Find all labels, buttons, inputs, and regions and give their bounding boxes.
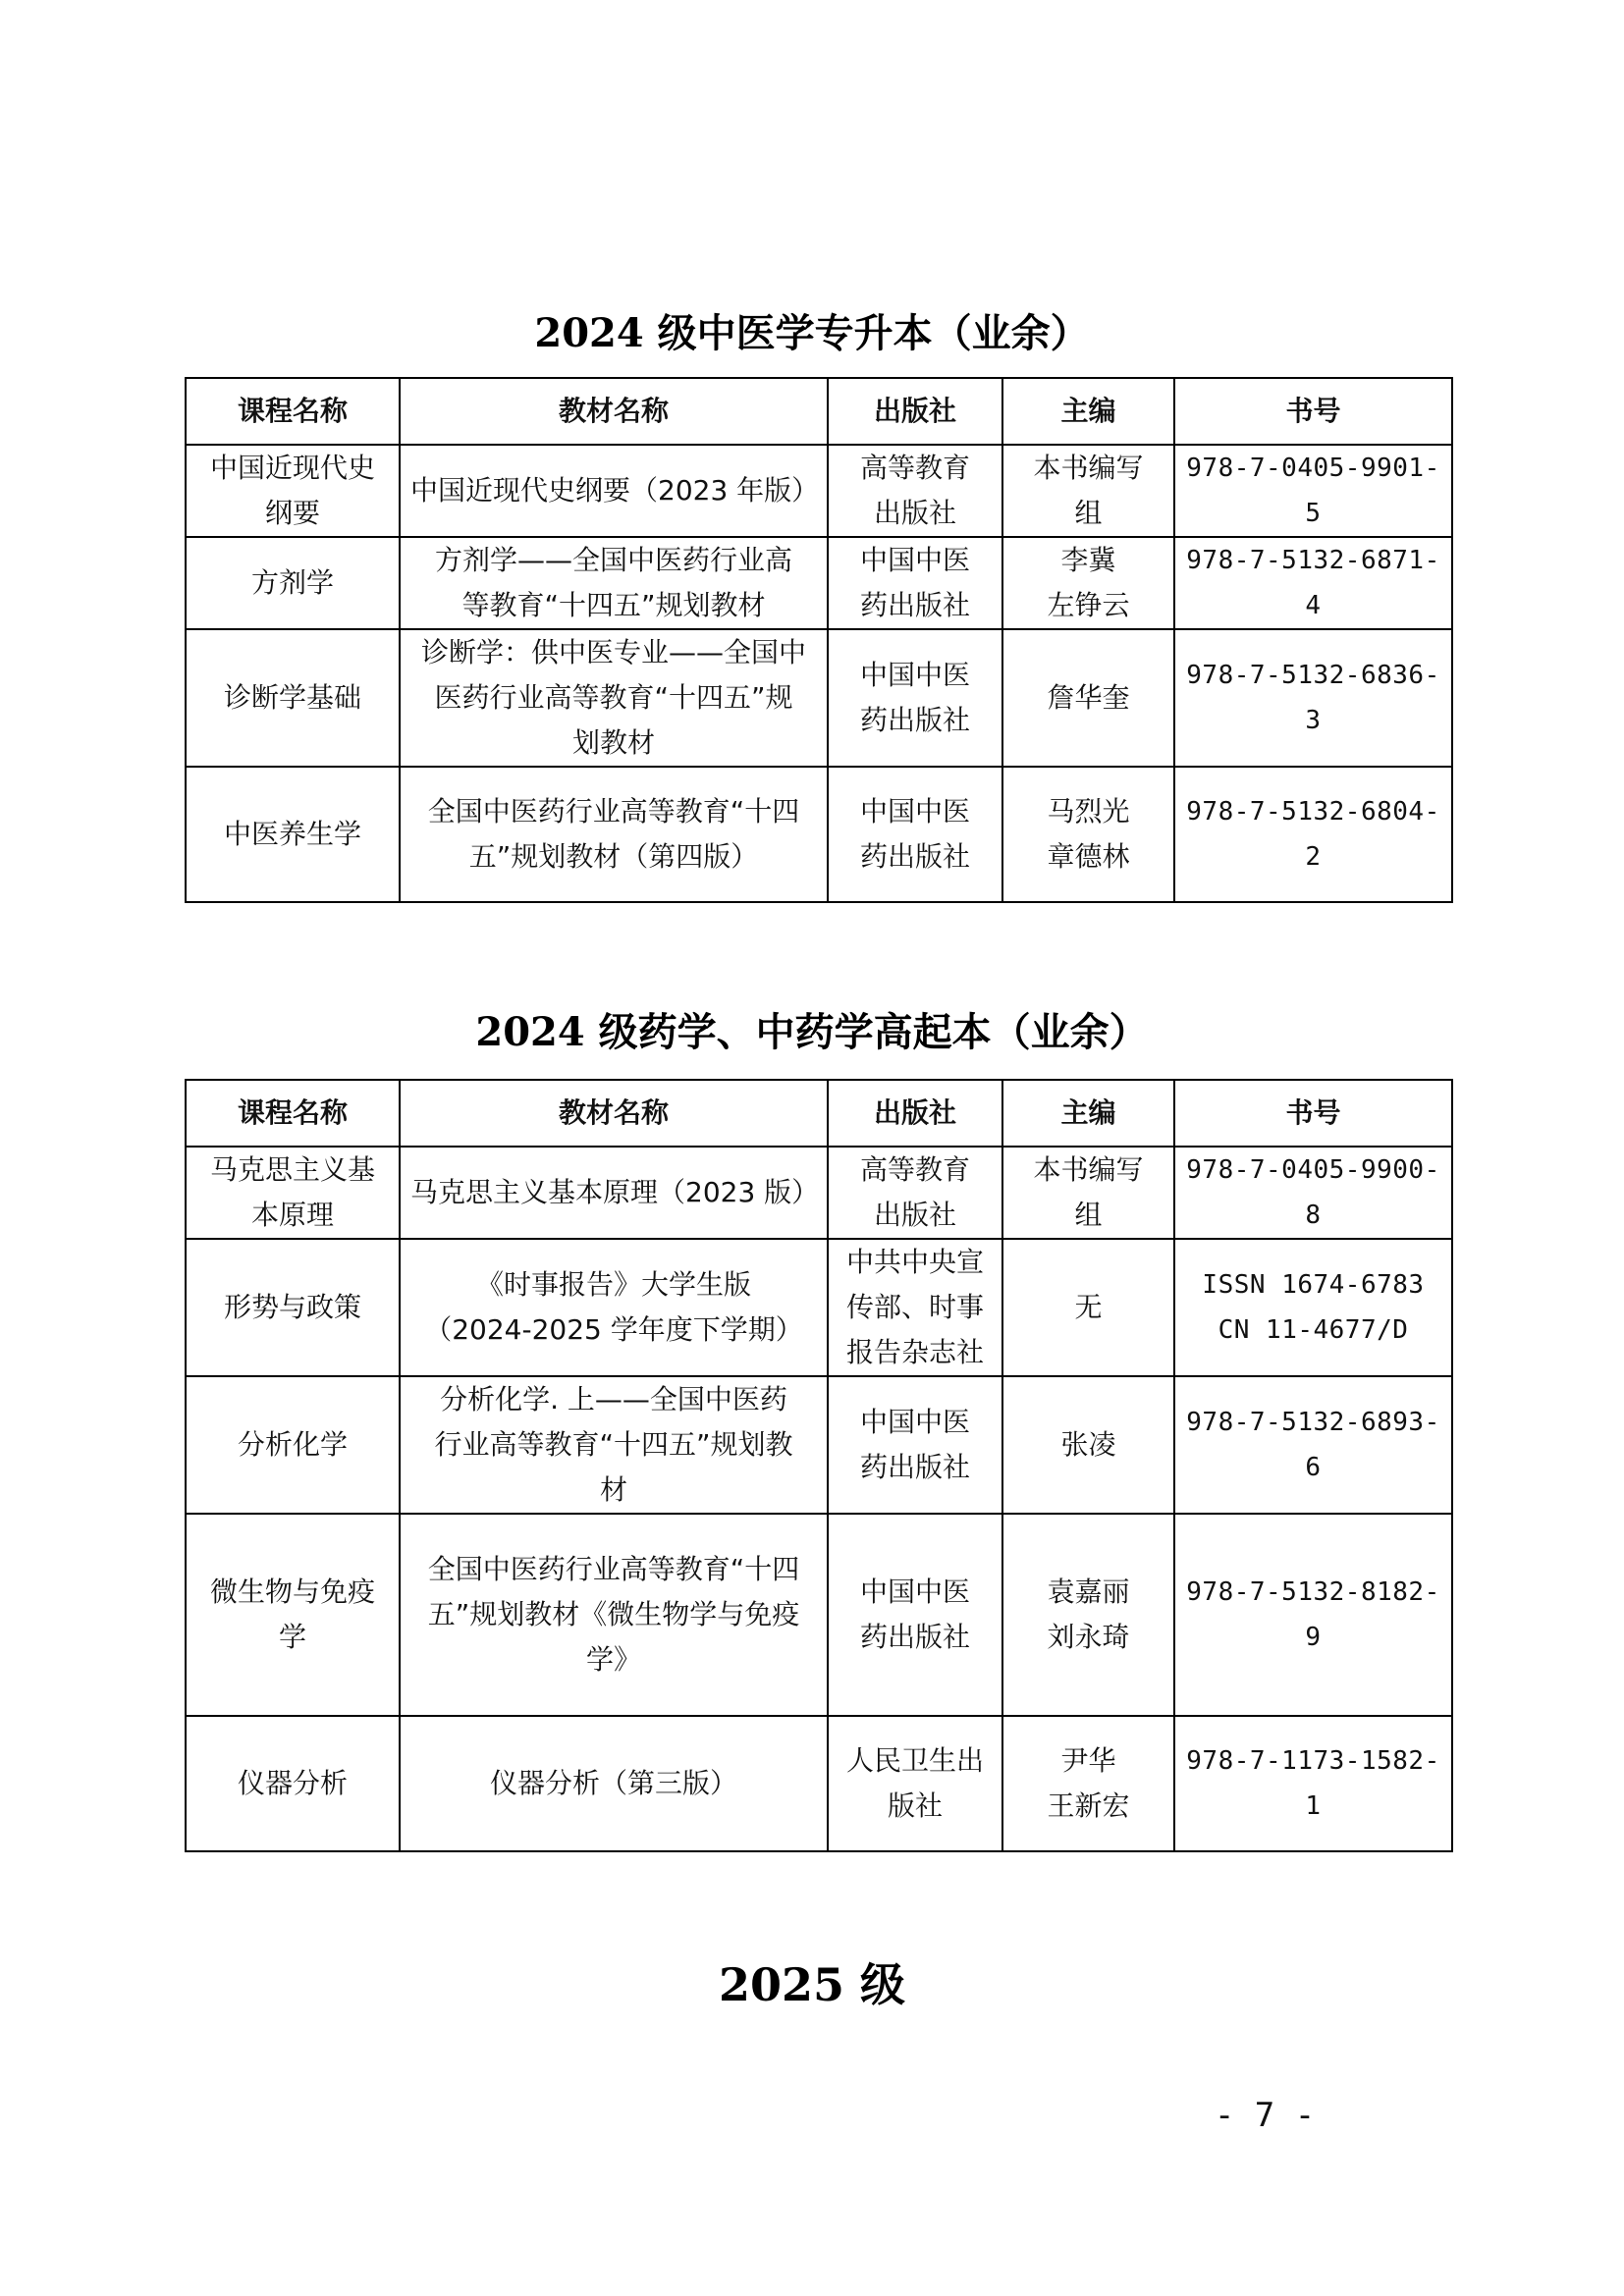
header-course: 课程名称 [186, 378, 400, 445]
cell-text-line: 分析化学 [237, 1428, 348, 1461]
editor-cell [1002, 1376, 1174, 1514]
header-publisher: 出版社 [828, 1080, 1002, 1147]
cell-text-line: 诊断学：供中医专业——全国中 [420, 636, 806, 668]
isbn-cell [1174, 1239, 1452, 1376]
cell-text-line: 中国中医 [859, 659, 970, 691]
cell-text-line: 中医养生学 [223, 818, 361, 850]
publisher-cell [828, 767, 1002, 902]
isbn-cell [1174, 1376, 1452, 1514]
editor-cell [1002, 1716, 1174, 1851]
cell-text-line: 本书编写 [1033, 1153, 1144, 1186]
cell-text-line: 出版社 [873, 497, 956, 529]
table-body [186, 1147, 1452, 1851]
textbook-cell [400, 445, 828, 537]
cell-text-line: 组 [1074, 1199, 1103, 1231]
cell-text-line: 五”规划教材《微生物学与免疫 [427, 1598, 800, 1630]
textbook-table [185, 377, 1453, 903]
course-cell [186, 1376, 400, 1514]
cell-text-line: 李冀 [1060, 544, 1116, 576]
textbook-cell [400, 1716, 828, 1851]
course-cell [186, 629, 400, 767]
section-title: 2024 级药学、中药学高起本（业余） [475, 1009, 1149, 1055]
course-cell [186, 445, 400, 537]
header-editor: 主编 [1002, 378, 1174, 445]
cell-text-line: 学 [278, 1621, 306, 1653]
cell-text-line: 尹华 [1060, 1744, 1116, 1777]
cell-text-line: 纲要 [264, 497, 320, 529]
textbook-cell [400, 537, 828, 629]
textbook-cell [400, 1239, 828, 1376]
cell-text-line: 978-7-0405-9900-8 [1186, 1155, 1440, 1230]
course-cell [186, 1514, 400, 1716]
editor-cell [1002, 1514, 1174, 1716]
editor-cell [1002, 1239, 1174, 1376]
cell-text-line: 分析化学. 上——全国中医药 [440, 1383, 787, 1415]
cell-text-line: 中国中医 [859, 544, 970, 576]
cell-text-line: 马烈光 [1047, 795, 1130, 828]
cell-text-line: 马克思主义基本原理（2023 版） [410, 1176, 820, 1208]
publisher-cell [828, 1239, 1002, 1376]
header-editor: 主编 [1002, 1080, 1174, 1147]
cell-text-line: 学》 [585, 1643, 641, 1676]
cell-text-line: 978-7-1173-1582-1 [1186, 1746, 1440, 1821]
page-number: - 7 - [1214, 2096, 1316, 2135]
cell-text-line: ISSN 1674-6783 [1202, 1270, 1425, 1300]
table-body [186, 445, 1452, 902]
cell-text-line: 药出版社 [859, 704, 970, 736]
course-cell [186, 537, 400, 629]
cell-text-line: 张凌 [1060, 1428, 1116, 1461]
publisher-cell [828, 1716, 1002, 1851]
cell-text-line: 方剂学 [250, 566, 334, 599]
cell-text-line: 刘永琦 [1047, 1621, 1130, 1653]
table-row [186, 445, 1452, 537]
header-textbook: 教材名称 [400, 378, 828, 445]
cell-text-line: 《时事报告》大学生版 [475, 1268, 751, 1301]
cell-text-line: 袁嘉丽 [1047, 1575, 1130, 1608]
cell-text-line: 左铮云 [1047, 589, 1130, 621]
cell-text-line: 药出版社 [859, 1451, 970, 1483]
cell-text-line: 传部、时事 [845, 1291, 984, 1323]
publisher-cell [828, 1514, 1002, 1716]
editor-cell [1002, 767, 1174, 902]
isbn-cell [1174, 767, 1452, 902]
cell-text-line: 王新宏 [1047, 1789, 1130, 1822]
isbn-cell [1174, 445, 1452, 537]
cell-text-line: 无 [1074, 1291, 1103, 1323]
cell-text-line: 诊断学基础 [223, 681, 361, 714]
course-cell [186, 1716, 400, 1851]
cell-text-line: 中国中医 [859, 1406, 970, 1438]
header-course: 课程名称 [186, 1080, 400, 1147]
section-title: 2024 级中医学专升本（业余） [534, 310, 1090, 356]
table-row [186, 1376, 1452, 1514]
textbook-cell [400, 767, 828, 902]
cell-text-line: 978-7-5132-6871-4 [1186, 546, 1440, 620]
isbn-cell [1174, 1716, 1452, 1851]
textbook-table [185, 1079, 1453, 1852]
cell-text-line: 978-7-5132-6836-3 [1186, 661, 1440, 735]
cell-text-line: 马克思主义基 [209, 1153, 375, 1186]
cell-text-line: 全国中医药行业高等教育“十四 [427, 795, 800, 828]
cell-text-line: 行业高等教育“十四五”规划教 [434, 1428, 793, 1461]
isbn-cell [1174, 1514, 1452, 1716]
cell-text-line: 仪器分析 [237, 1767, 348, 1799]
editor-cell [1002, 629, 1174, 767]
course-cell [186, 1147, 400, 1239]
cell-text-line: 章德林 [1047, 840, 1130, 873]
cell-text-line: 药出版社 [859, 1621, 970, 1653]
header-textbook: 教材名称 [400, 1080, 828, 1147]
table-row [186, 767, 1452, 902]
table-row [186, 629, 1452, 767]
cell-text-line: 组 [1074, 497, 1103, 529]
editor-cell [1002, 445, 1174, 537]
cell-text-line: 高等教育 [859, 452, 970, 484]
course-cell [186, 1239, 400, 1376]
cell-text-line: 医药行业高等教育“十四五”规 [434, 681, 793, 714]
course-cell [186, 767, 400, 902]
table-row [186, 537, 1452, 629]
cell-text-line: 药出版社 [859, 840, 970, 873]
cell-text-line: 药出版社 [859, 589, 970, 621]
cell-text-line: 报告杂志社 [845, 1336, 984, 1368]
cell-text-line: 中国近现代史纲要（2023 年版） [410, 474, 820, 507]
publisher-cell [828, 1147, 1002, 1239]
cell-text-line: 全国中医药行业高等教育“十四 [427, 1553, 800, 1585]
textbook-cell [400, 1514, 828, 1716]
cell-text-line: 本书编写 [1033, 452, 1144, 484]
publisher-cell [828, 537, 1002, 629]
cell-text-line: 划教材 [571, 726, 655, 759]
cell-text-line: 形势与政策 [223, 1291, 361, 1323]
cell-text-line: （2024-2025 学年度下学期） [424, 1313, 803, 1346]
publisher-cell [828, 629, 1002, 767]
cell-text-line: 978-7-5132-6893-6 [1186, 1408, 1440, 1482]
cell-text-line: 方剂学——全国中医药行业高 [434, 544, 792, 576]
cell-text-line: 中国中医 [859, 1575, 970, 1608]
cell-text-line: 本原理 [250, 1199, 334, 1231]
header-publisher: 出版社 [828, 378, 1002, 445]
cell-text-line: 人民卫生出 [845, 1744, 984, 1777]
cell-text-line: 五”规划教材（第四版） [468, 840, 759, 873]
table-row [186, 1716, 1452, 1851]
table-row [186, 1147, 1452, 1239]
cell-text-line: 高等教育 [859, 1153, 970, 1186]
cell-text-line: 中国近现代史 [209, 452, 375, 484]
editor-cell [1002, 537, 1174, 629]
cell-text-line: 978-7-5132-6804-2 [1186, 797, 1440, 872]
cell-text-line: 978-7-5132-8182-9 [1186, 1577, 1440, 1652]
cell-text-line: 版社 [887, 1789, 943, 1822]
publisher-cell [828, 445, 1002, 537]
cell-text-line: 中国中医 [859, 795, 970, 828]
textbook-cell [400, 1147, 828, 1239]
cell-text-line: 等教育“十四五”规划教材 [461, 589, 766, 621]
cell-text-line: 仪器分析（第三版） [489, 1767, 737, 1799]
section-title: 2025 级 [718, 1958, 906, 2011]
textbook-cell [400, 1376, 828, 1514]
publisher-cell [828, 1376, 1002, 1514]
header-isbn: 书号 [1174, 378, 1452, 445]
cell-text-line: 978-7-0405-9901-5 [1186, 454, 1440, 528]
cell-text-line: 材 [599, 1473, 627, 1506]
cell-text-line: 出版社 [873, 1199, 956, 1231]
cell-text-line: 詹华奎 [1047, 681, 1130, 714]
isbn-cell [1174, 1147, 1452, 1239]
table-row [186, 1514, 1452, 1716]
isbn-cell [1174, 629, 1452, 767]
header-isbn: 书号 [1174, 1080, 1452, 1147]
cell-text-line: 中共中央宣 [845, 1246, 984, 1278]
cell-text-line: CN 11-4677/D [1218, 1315, 1409, 1345]
editor-cell [1002, 1147, 1174, 1239]
isbn-cell [1174, 537, 1452, 629]
table-row [186, 1239, 1452, 1376]
cell-text-line: 微生物与免疫 [209, 1575, 375, 1608]
table-header-row [186, 1080, 1452, 1147]
textbook-cell [400, 629, 828, 767]
table-header-row [186, 378, 1452, 445]
